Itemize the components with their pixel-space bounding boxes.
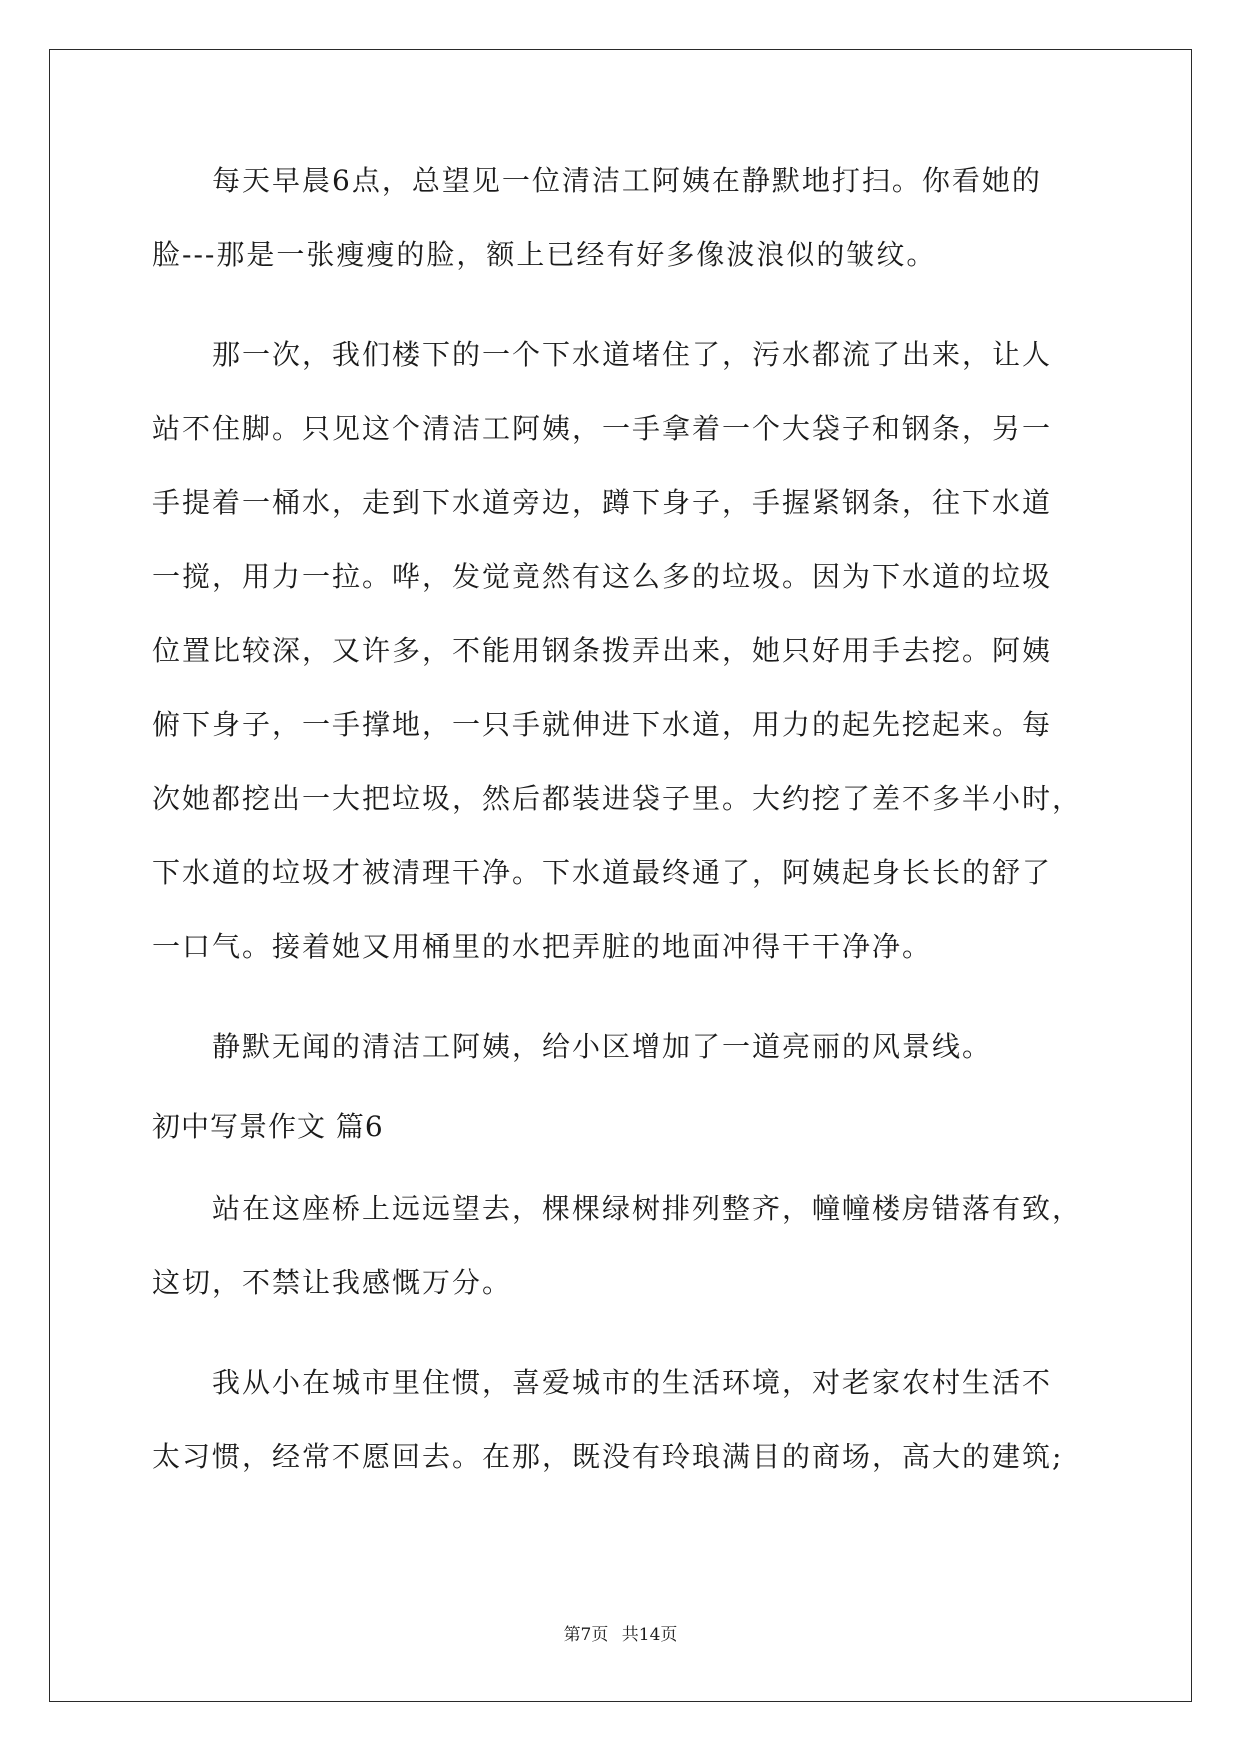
page-footer <box>0 1620 1241 1645</box>
text-line: 位置比较深，又许多，不能用钢条拨弄出来，她只好用手去挖。阿姨 <box>152 634 1053 667</box>
page-number: 第7页 <box>563 1625 609 1645</box>
text-line: 每天早晨6点，总望见一位清洁工阿姨在静默地打扫。你看她的 <box>152 164 1042 197</box>
text-line: 一口气。接着她又用桶里的水把弄脏的地面冲得干干净净。 <box>152 930 933 963</box>
text-line: 站不住脚。只见这个清洁工阿姨，一手拿着一个大袋子和钢条，另一 <box>152 412 1053 445</box>
text-line: 静默无闻的清洁工阿姨，给小区增加了一道亮丽的风景线。 <box>152 1030 993 1063</box>
text-line: 手提着一桶水，走到下水道旁边，蹲下身子，手握紧钢条，往下水道 <box>152 486 1053 519</box>
text-line: 站在这座桥上远远望去，棵棵绿树排列整齐，幢幢楼房错落有致， <box>152 1192 1083 1225</box>
text-line: 俯下身子，一手撑地，一只手就伸进下水道，用力的起先挖起来。每 <box>152 708 1053 741</box>
text-line: 下水道的垃圾才被清理干净。下水道最终通了，阿姨起身长长的舒了 <box>152 856 1053 889</box>
text-line: 脸---那是一张瘦瘦的脸，额上已经有好多像波浪似的皱纹。 <box>152 238 937 271</box>
text-line: 一搅，用力一拉。哗，发觉竟然有这么多的垃圾。因为下水道的垃圾 <box>152 560 1053 593</box>
text-line: 这切，不禁让我感慨万分。 <box>152 1266 513 1299</box>
section-heading: 初中写景作文 篇6 <box>152 1110 384 1143</box>
text-line: 次她都挖出一大把垃圾，然后都装进袋子里。大约挖了差不多半小时， <box>152 782 1083 815</box>
total-pages: 共14页 <box>621 1625 678 1645</box>
text-line: 太习惯，经常不愿回去。在那，既没有玲琅满目的商场，高大的建筑; <box>152 1440 1064 1473</box>
text-line: 那一次，我们楼下的一个下水道堵住了，污水都流了出来，让人 <box>152 338 1053 371</box>
text-line: 我从小在城市里住惯，喜爱城市的生活环境，对老家农村生活不 <box>152 1366 1053 1399</box>
